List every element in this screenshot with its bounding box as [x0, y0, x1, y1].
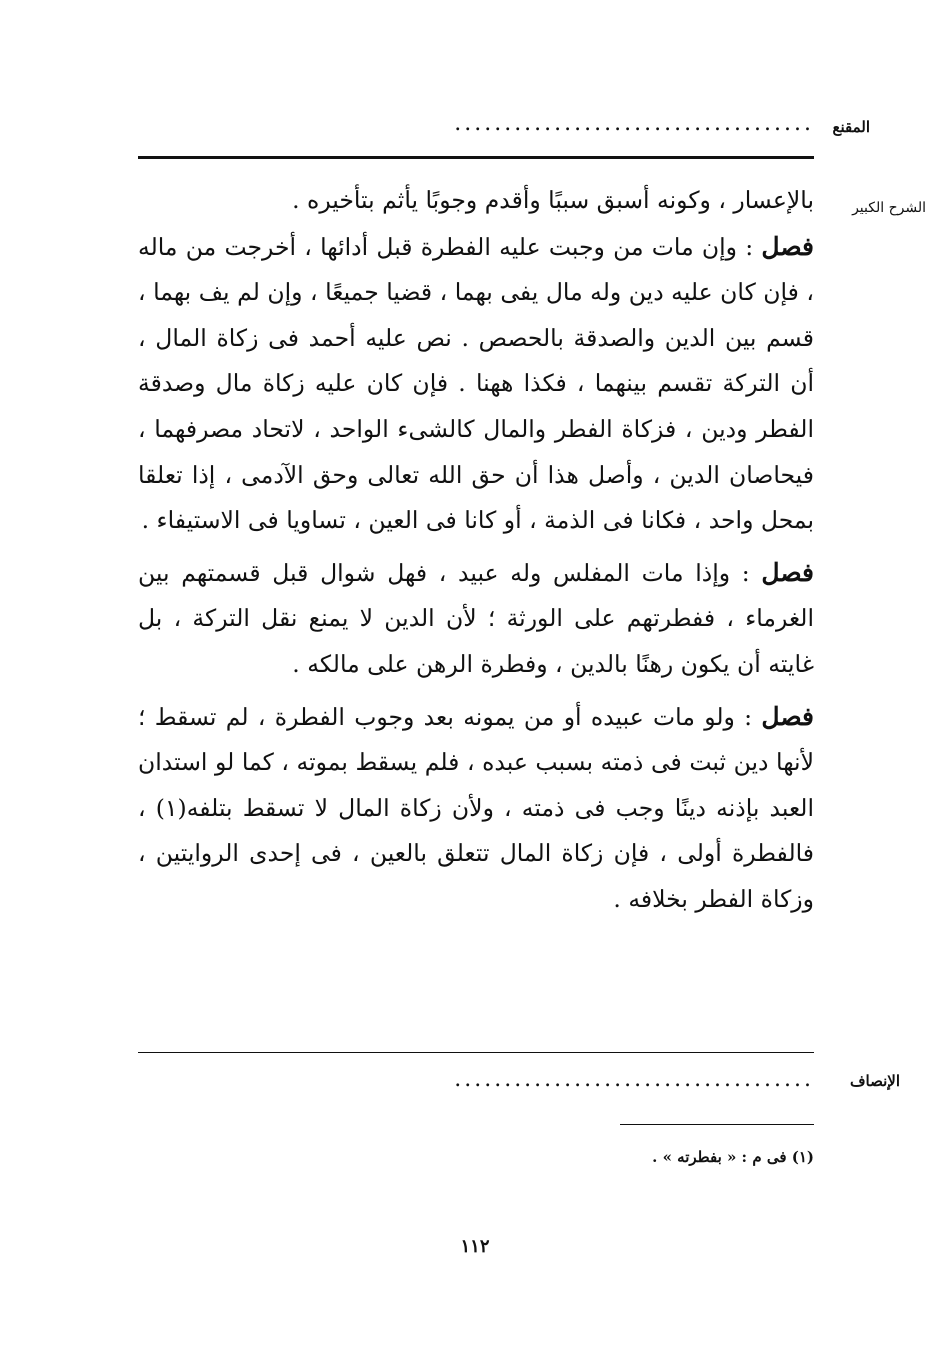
side-label-insaf: الإنصاف: [849, 1072, 900, 1090]
section-heading: فصل: [761, 557, 814, 587]
paragraph-4: [138, 694, 814, 923]
paragraph-4-text: : ولو مات عبيده أو من يمونه بعد وجوب الفطرة ، لم تسقط ؛ لأنها دين ثبت فى ذمته بسبب عبده ، فلم يسقط بموته ، كما لو استدان العبد بإذنه دينًا وجب فى ذمته ، ولأن زكاة المال لا تسقط بتلفه(١) ، فالفطرة أولى ، فإن زكاة المال تتعلق بالعين ، فى إحدى الروايتين ، وزكاة الفطر بخلافه .: [138, 702, 814, 913]
header-dotted-line: ....................................: [454, 112, 814, 136]
main-text-body: [138, 178, 814, 923]
header-title: المقنع: [832, 118, 870, 136]
paragraph-2: [138, 224, 814, 544]
paragraph-1: بالإعسار ، وكونه أسبق سببًا وأقدم وجوبًا يأثم بتأخيره .: [292, 186, 814, 214]
paragraph-3: [138, 550, 814, 688]
page-number: ١١٢: [460, 1236, 490, 1257]
section-divider: [138, 1052, 814, 1053]
footnote-rule: [620, 1124, 814, 1125]
insaf-dotted-line: ....................................: [454, 1068, 814, 1092]
side-label-sharh: الشرح الكبير: [852, 200, 926, 216]
paragraph-2-text: : وإن مات من وجبت عليه الفطرة قبل أدائها ، أخرجت من ماله ، فإن كان عليه دين وله مال يفى بهما ، قضيا جميعًا ، وإن لم يف بهما ، قسم بين الدين والصدقة بالحصص . نص عليه أحمد فى زكاة المال ، أن التركة تقسم بينهما ، فكذا ههنا . فإن كان عليه زكاة مال وصدقة الفطر ودين ، فزكاة الفطر والمال كالشىء الواحد ، لاتحاد مصرفهما ، فيحاصان الدين ، وأصل هذا أن حق الله تعالى وحق الآدمى ، إذا تعلقا بمحل واحد ، فكانا فى الذمة ، أو كانا فى العين ، تساويا فى الاستيفاء .: [138, 232, 814, 535]
section-heading: فصل: [761, 701, 814, 731]
header-rule: [138, 156, 814, 159]
section-heading: فصل: [761, 231, 814, 261]
footnote: (١) فى م : « بفطرته » .: [652, 1148, 814, 1166]
paragraph-3-text: : وإذا مات المفلس وله عبيد ، فهل شوال قبل قسمتهم بين الغرماء ، ففطرتهم على الورثة ؛ لأن الدين لا يمنع نقل التركة ، بل غايته أن يكون رهنًا بالدين ، وفطرة الرهن على مالكه .: [138, 558, 814, 678]
